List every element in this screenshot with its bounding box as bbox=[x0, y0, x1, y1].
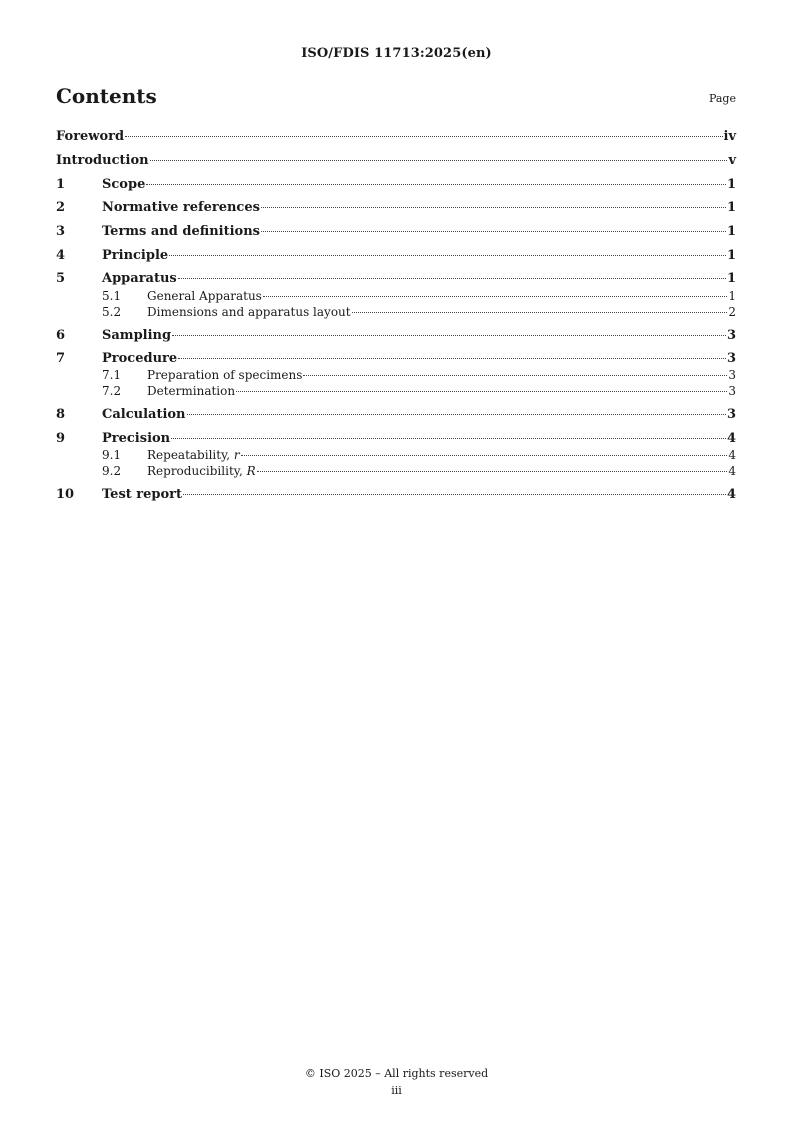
toc-entry-page: 4 bbox=[726, 431, 736, 446]
toc-entry-procedure[interactable] bbox=[56, 351, 736, 366]
dot-leader bbox=[261, 207, 726, 208]
toc-entry-page: 1 bbox=[726, 177, 736, 192]
toc-subentry-repeatability[interactable] bbox=[56, 448, 736, 462]
toc-entry-number: 5 bbox=[56, 271, 66, 286]
toc-entry-label: Determination bbox=[147, 384, 236, 398]
dot-leader bbox=[241, 455, 728, 456]
dot-leader bbox=[178, 358, 726, 359]
toc-entry-number: 8 bbox=[56, 407, 66, 422]
dot-leader bbox=[183, 494, 726, 495]
toc-entry-page: 4 bbox=[726, 487, 736, 502]
toc-entry-page: v bbox=[728, 153, 736, 168]
toc-entry-number: 9 bbox=[56, 431, 66, 446]
toc-subentry-reproducibility[interactable] bbox=[56, 464, 736, 478]
dot-leader bbox=[263, 296, 728, 297]
toc-entry-number: 4 bbox=[56, 248, 66, 263]
toc-subentry-general-apparatus[interactable] bbox=[56, 289, 736, 303]
toc-entry-page: 2 bbox=[728, 305, 736, 319]
toc-entry-page: 1 bbox=[726, 200, 736, 215]
document-header: ISO/FDIS 11713:2025(en) bbox=[301, 46, 492, 61]
dot-leader bbox=[303, 375, 727, 376]
toc-entry-page: 4 bbox=[728, 448, 736, 462]
toc-entry-number: 9.1 bbox=[102, 448, 122, 462]
toc-subentry-dimensions-layout[interactable] bbox=[56, 305, 736, 319]
dot-leader bbox=[257, 471, 728, 472]
toc-entry-label: Scope bbox=[102, 177, 146, 192]
dot-leader bbox=[236, 391, 727, 392]
toc-entry-page: iv bbox=[723, 129, 736, 144]
dot-leader bbox=[172, 335, 726, 336]
toc-entry-page: 3 bbox=[728, 384, 736, 398]
toc-entry-symbol: r bbox=[233, 448, 240, 462]
toc-entry-label: Dimensions and apparatus layout bbox=[147, 305, 351, 319]
page-column-label: Page bbox=[708, 92, 736, 105]
toc-entry-label: Reproducibility, R bbox=[147, 464, 256, 478]
toc-entry-label: Foreword bbox=[56, 129, 125, 144]
toc-subentry-preparation-of-specimens[interactable] bbox=[56, 368, 736, 382]
dot-leader bbox=[261, 231, 726, 232]
toc-entry-number: 5.1 bbox=[102, 289, 122, 303]
toc-entry-page: 3 bbox=[728, 368, 736, 382]
toc-entry-number: 6 bbox=[56, 328, 66, 343]
toc-entry-introduction[interactable] bbox=[56, 153, 736, 168]
toc-entry-number: 10 bbox=[56, 487, 75, 502]
toc-entry-number: 3 bbox=[56, 224, 66, 239]
dot-leader bbox=[171, 438, 726, 439]
toc-entry-symbol: R bbox=[246, 464, 256, 478]
toc-entry-label: Apparatus bbox=[102, 271, 177, 286]
toc-entry-apparatus[interactable] bbox=[56, 271, 736, 286]
toc-entry-normative-references[interactable] bbox=[56, 200, 736, 215]
dot-leader bbox=[169, 255, 726, 256]
toc-entry-label: Precision bbox=[102, 431, 171, 446]
toc-entry-number: 7.2 bbox=[102, 384, 122, 398]
toc-entry-page: 1 bbox=[726, 248, 736, 263]
toc-entry-label: Procedure bbox=[102, 351, 178, 366]
dot-leader bbox=[150, 160, 728, 161]
toc-entry-label: Principle bbox=[102, 248, 169, 263]
toc-entry-number: 2 bbox=[56, 200, 66, 215]
toc-entry-number: 5.2 bbox=[102, 305, 122, 319]
toc-entry-precision[interactable] bbox=[56, 431, 736, 446]
toc-entry-page: 1 bbox=[726, 224, 736, 239]
toc-entry-number: 9.2 bbox=[102, 464, 122, 478]
toc-entry-page: 1 bbox=[728, 289, 736, 303]
page-number: iii bbox=[391, 1084, 402, 1097]
toc-entry-label: Repeatability, r bbox=[147, 448, 240, 462]
toc-entry-number: 7.1 bbox=[102, 368, 122, 382]
toc-entry-number: 7 bbox=[56, 351, 66, 366]
toc-entry-page: 4 bbox=[728, 464, 736, 478]
toc-entry-label: Sampling bbox=[102, 328, 172, 343]
toc-entry-page: 1 bbox=[726, 271, 736, 286]
toc-entry-calculation[interactable] bbox=[56, 407, 736, 422]
toc-entry-label: Calculation bbox=[102, 407, 186, 422]
copyright-notice: © ISO 2025 – All rights reserved bbox=[304, 1067, 489, 1080]
toc-entry-sampling[interactable] bbox=[56, 328, 736, 343]
toc-entry-label: Terms and definitions bbox=[102, 224, 260, 239]
dot-leader bbox=[352, 312, 728, 313]
toc-entry-label: Preparation of specimens bbox=[147, 368, 303, 382]
dot-leader bbox=[146, 184, 726, 185]
toc-entry-number: 1 bbox=[56, 177, 66, 192]
toc-entry-page: 3 bbox=[726, 328, 736, 343]
dot-leader bbox=[187, 414, 726, 415]
toc-entry-terms-and-definitions[interactable] bbox=[56, 224, 736, 239]
toc-entry-label: General Apparatus bbox=[147, 289, 262, 303]
dot-leader bbox=[125, 136, 722, 137]
toc-entry-principle[interactable] bbox=[56, 248, 736, 263]
toc-entry-page: 3 bbox=[726, 351, 736, 366]
toc-entry-foreword[interactable] bbox=[56, 129, 736, 144]
toc-entry-page: 3 bbox=[726, 407, 736, 422]
contents-title: Contents bbox=[56, 84, 157, 108]
toc-subentry-determination[interactable] bbox=[56, 384, 736, 398]
toc-entry-label: Introduction bbox=[56, 153, 149, 168]
toc-entry-test-report[interactable] bbox=[56, 487, 736, 502]
toc-entry-label: Test report bbox=[102, 487, 183, 502]
toc-entry-scope[interactable] bbox=[56, 177, 736, 192]
toc-entry-label: Normative references bbox=[102, 200, 260, 215]
dot-leader bbox=[178, 278, 726, 279]
